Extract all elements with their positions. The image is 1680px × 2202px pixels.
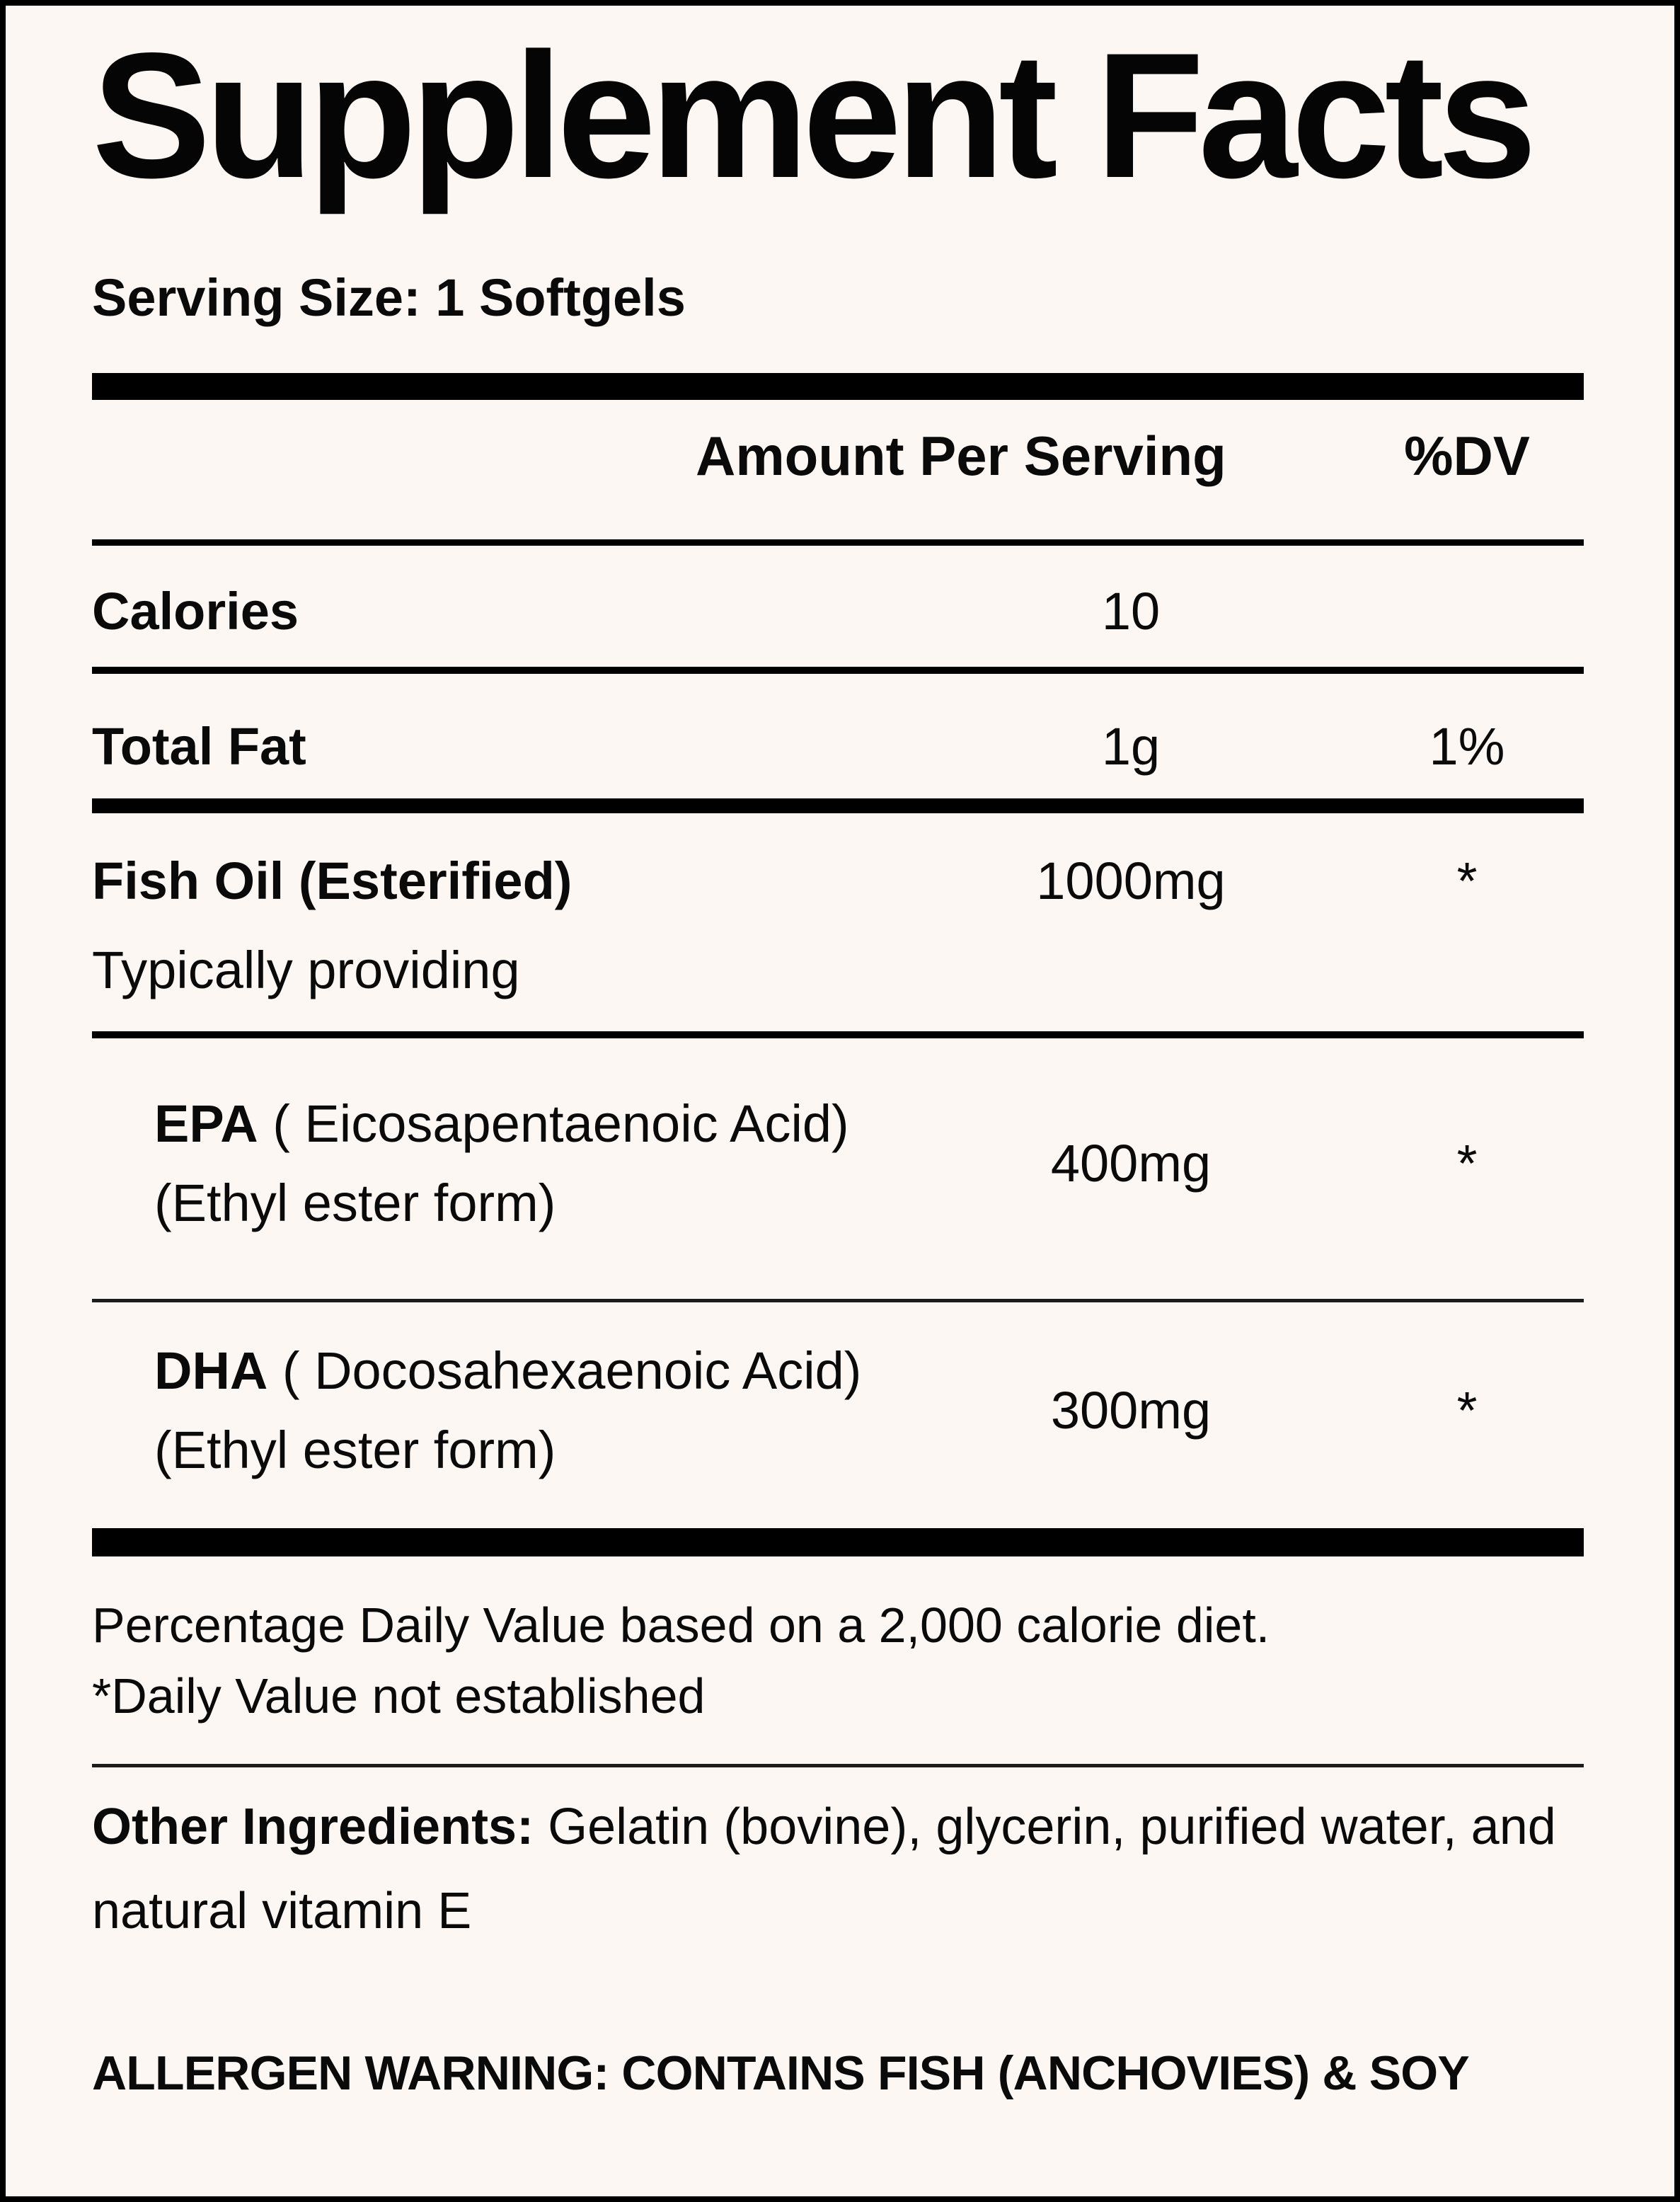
nutrient-name: Fish Oil (Esterified) (92, 851, 573, 910)
label-content (6, 6, 1674, 2196)
column-header-amount: Amount Per Serving (696, 425, 1226, 487)
nutrient-acronym: EPA (154, 1094, 258, 1153)
nutrient-form: (Ethyl ester form) (154, 1421, 556, 1479)
nutrient-form: (Ethyl ester form) (154, 1174, 556, 1232)
nutrient-dv: * (1456, 851, 1478, 910)
nutrient-name: Total Fat (92, 717, 306, 776)
nutrient-amount: 400mg (1050, 1134, 1212, 1193)
dha-name-cell (92, 1337, 911, 1484)
table-row-total-fat (92, 674, 1584, 798)
divider-under-header (92, 539, 1584, 546)
nutrient-subtext: Typically providing (92, 941, 520, 999)
nutrient-amount: 300mg (1050, 1381, 1212, 1440)
daily-value-footnote (92, 1590, 1584, 1764)
table-header-row (92, 400, 1584, 539)
column-header-dv: %DV (1404, 425, 1530, 487)
nutrient-dv: * (1456, 1134, 1478, 1193)
table-row-fish-oil (92, 813, 1584, 1031)
footnote-line1: Percentage Daily Value based on a 2,000 calorie diet. (92, 1598, 1270, 1653)
nutrient-dv: 1% (1429, 717, 1505, 776)
table-row-calories (92, 546, 1584, 667)
nutrient-name (154, 1090, 911, 1158)
nutrient-name: Calories (92, 582, 299, 641)
nutrient-acronym: DHA (154, 1341, 268, 1400)
divider-under-calories (92, 667, 1584, 674)
other-ingredients-text: Gelatin (bovine), glycerin, purified water, and natural vitamin E (92, 1799, 1556, 1939)
allergen-warning: ALLERGEN WARNING: CONTAINS FISH (ANCHOVIES) & SOY (92, 2046, 1469, 2100)
header-amount-cell (696, 424, 1350, 488)
divider-thick-under-fat (92, 798, 1584, 813)
table-row-dha (92, 1302, 1584, 1528)
divider-above-other-ingredients (92, 1764, 1584, 1767)
page-title: Supplement Facts (92, 16, 1531, 215)
divider-thick-bottom (92, 1528, 1584, 1556)
nutrient-amount: 10 (1101, 582, 1161, 641)
nutrient-dv: * (1456, 1381, 1478, 1440)
other-ingredients-label: Other Ingredients: (92, 1799, 534, 1855)
other-ingredients (92, 1785, 1584, 1954)
footnote-line2: *Daily Value not established (92, 1668, 706, 1724)
table-row-epa (92, 1038, 1584, 1299)
divider-thick-top (92, 373, 1584, 400)
nutrient-name (154, 1337, 911, 1405)
nutrient-name-rest: ( Docosahexaenoic Acid) (267, 1341, 862, 1400)
divider-under-fish-oil (92, 1031, 1584, 1038)
nutrient-amount: 1000mg (1036, 851, 1226, 910)
nutrient-amount: 1g (1101, 717, 1161, 776)
serving-size: Serving Size: 1 Softgels (92, 268, 686, 327)
fish-oil-name-cell (92, 847, 911, 1004)
epa-name-cell (92, 1090, 911, 1237)
nutrient-name-rest: ( Eicosapentaenoic Acid) (258, 1094, 849, 1153)
